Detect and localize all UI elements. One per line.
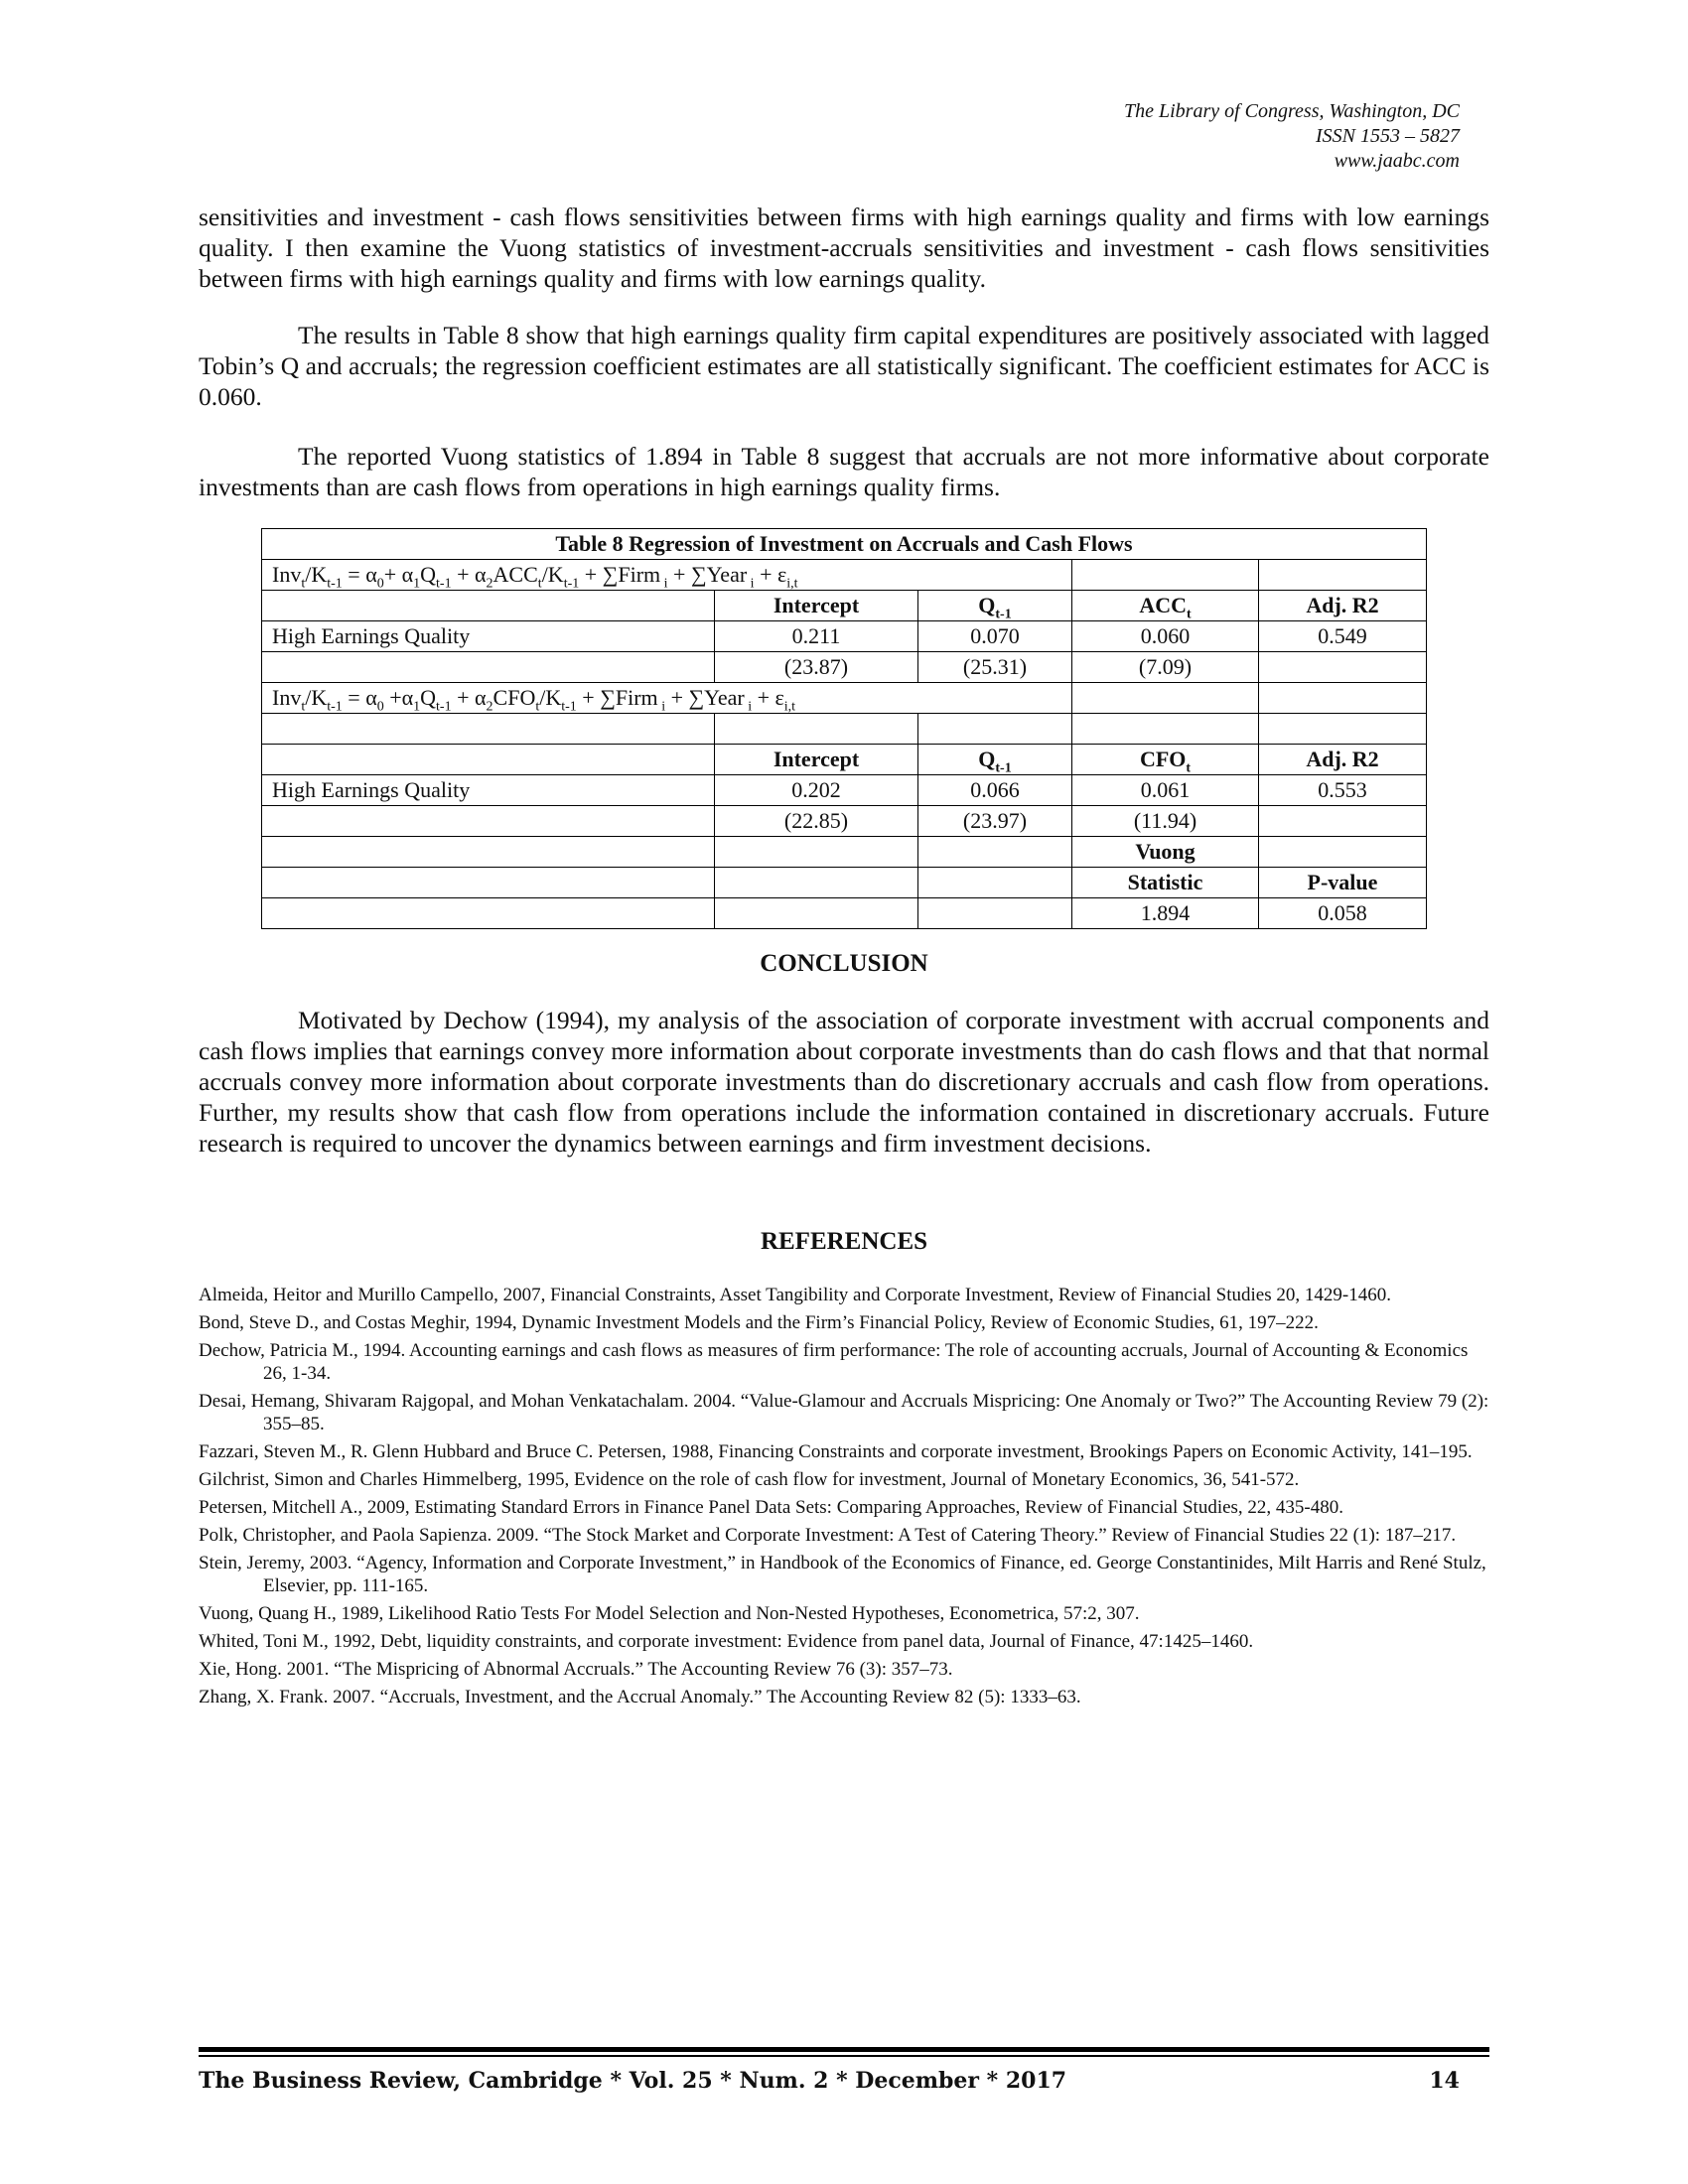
table-cell — [262, 745, 715, 775]
regression-table — [261, 528, 1427, 929]
adj-r2: 0.553 — [1259, 775, 1427, 806]
paragraph-text: The results in Table 8 show that high earnings quality firm capital expenditures are positively associated with lagged Tobin’s Q and accruals; the regression coefficient estimates are all statistically significant. The coefficient estimates for ACC is 0.060. — [199, 321, 1489, 411]
table-cell — [715, 868, 918, 898]
col-header-adj-r2: Adj. R2 — [1259, 745, 1427, 775]
footer — [199, 2068, 1489, 2094]
col-header-cfo-text: CFO — [1139, 747, 1187, 771]
table-row — [262, 714, 1427, 745]
coef-q: 0.066 — [918, 775, 1072, 806]
conclusion-heading: CONCLUSION — [760, 950, 928, 977]
reference-item: Zhang, X. Frank. 2007. “Accruals, Investment, and the Accrual Anomaly.” The Accounting Review 82 (5): 1333–63. — [199, 1687, 1081, 1707]
table-cell — [262, 837, 715, 868]
vuong-label-bottom: Statistic — [1072, 868, 1259, 898]
table-cell — [1072, 560, 1259, 591]
col-header-acc-text: ACC — [1139, 593, 1187, 617]
reference-item: Petersen, Mitchell A., 2009, Estimating Standard Errors in Finance Panel Data Sets: Comparing Approaches, Review of Financial Studies, 22, 435-480. — [199, 1497, 1343, 1518]
model1-equation: $Inv_t/K_{t-1} = \alpha_0+ \alpha_1Q_{t-1} + \alpha_2ACC_t/K_{t-1}$ + ∑Firm $_i$ + ∑Year $_i + \varepsilon_{i,t}$ — [262, 560, 1072, 591]
paragraph-1 — [199, 202, 1489, 294]
pvalue-label: P-value — [1259, 868, 1427, 898]
footer-rule-thick — [199, 2047, 1489, 2052]
coef-q: 0.070 — [918, 621, 1072, 652]
table-cell — [262, 591, 715, 621]
model2-equation: $Inv_t/K_{t-1} = \alpha_0 +\alpha_1Q_{t-1} + \alpha_2CFO_t/K_{t-1}$ + ∑Firm $_i$ + ∑Year $_i + \varepsilon_{i,t}$ — [262, 683, 1072, 714]
table-cell — [1259, 683, 1427, 714]
col-header-q-text: Q — [978, 747, 996, 771]
table-row — [262, 621, 1427, 652]
table-cell — [1259, 806, 1427, 837]
table-cell — [1259, 837, 1427, 868]
footer-journal: The Business Review, Cambridge * Vol. 25 * Num. 2 * December * 2017 — [199, 2068, 1067, 2094]
reference-item: Dechow, Patricia M., 1994. Accounting earnings and cash flows as measures of firm performance: The role of accounting accruals, Journal of Accounting & Economics 26, 1-34. — [199, 1340, 1469, 1384]
table-cell — [262, 868, 715, 898]
page-number: 14 — [1429, 2068, 1460, 2094]
references-heading: REFERENCES — [760, 1228, 928, 1255]
col-header-acc: $ACC_t$ — [1072, 591, 1259, 621]
table-row — [262, 560, 1427, 591]
header-line-1: The Library of Congress, Washington, DC — [1123, 100, 1460, 122]
table-title: Table 8 Regression of Investment on Accruals and Cash Flows — [262, 529, 1427, 560]
table-cell — [715, 714, 918, 745]
running-header — [1124, 99, 1460, 174]
vuong-value: 1.894 — [1072, 898, 1259, 929]
col-header-intercept: Intercept — [715, 591, 918, 621]
coef-acc: 0.060 — [1072, 621, 1259, 652]
coef-cfo: 0.061 — [1072, 775, 1259, 806]
table-row — [262, 683, 1427, 714]
col-header-q: $Q_{t-1}$ — [918, 745, 1072, 775]
table-cell — [1259, 560, 1427, 591]
paragraph-text: The reported Vuong statistics of 1.894 in Table 8 suggest that accruals are not more informative about corporate investments than are cash flows from operations in high earnings quality firms. — [199, 442, 1489, 501]
col-header-adj-r2: Adj. R2 — [1259, 591, 1427, 621]
footer-rule-thin — [199, 2055, 1489, 2057]
header-line-2: ISSN 1553 – 5827 — [1316, 125, 1460, 147]
table-row — [262, 868, 1427, 898]
reference-item: Fazzari, Steven M., R. Glenn Hubbard and Bruce C. Petersen, 1988, Financing Constraints and corporate investment, Brookings Papers on Economic Activity, 141–195. — [199, 1441, 1473, 1462]
tstat-q: (23.97) — [918, 806, 1072, 837]
vuong-label-top: Vuong — [1072, 837, 1259, 868]
table-cell — [1259, 714, 1427, 745]
table-cell — [262, 806, 715, 837]
reference-item: Polk, Christopher, and Paola Sapienza. 2009. “The Stock Market and Corporate Investment: A Test of Catering Theory.” Review of Financial Studies 22 (1): 187–217. — [199, 1525, 1457, 1546]
paragraph-text: Motivated by Dechow (1994), my analysis of the association of corporate investment with accrual components and cash flows implies that earnings convey more information about corporate investments than do cash flows and that that normal accruals convey more information about corporate investments than do discretionary accruals and cash flow from operations. Further, my results show that cash flow from operations include the information contained in discretionary accruals. Future research is required to uncover the dynamics between earnings and firm investment decisions. — [199, 1006, 1489, 1158]
table-cell — [262, 652, 715, 683]
tstat-q: (25.31) — [918, 652, 1072, 683]
col-header-q: $Q_{t-1}$ — [918, 591, 1072, 621]
paragraph-3 — [199, 441, 1489, 502]
table-cell — [715, 837, 918, 868]
col-header-cfo: $CFO_t$ — [1072, 745, 1259, 775]
table-row — [262, 652, 1427, 683]
row-label: High Earnings Quality — [262, 775, 715, 806]
reference-list — [199, 1284, 1489, 1713]
reference-item: Bond, Steve D., and Costas Meghir, 1994, Dynamic Investment Models and the Firm’s Financial Policy, Review of Economic Studies, 61, 197–222. — [199, 1312, 1319, 1333]
table-row — [262, 898, 1427, 929]
table-cell — [1259, 652, 1427, 683]
table-row — [262, 591, 1427, 621]
reference-item: Whited, Toni M., 1992, Debt, liquidity constraints, and corporate investment: Evidence from panel data, Journal of Finance, 47:1425–1460. — [199, 1631, 1254, 1652]
table-cell — [918, 837, 1072, 868]
reference-item: Gilchrist, Simon and Charles Himmelberg, 1995, Evidence on the role of cash flow for investment, Journal of Monetary Economics, 36, 541-572. — [199, 1469, 1300, 1490]
coef-intercept: 0.211 — [715, 621, 918, 652]
tstat-cfo: (11.94) — [1072, 806, 1259, 837]
table-row — [262, 837, 1427, 868]
header-line-3: www.jaabc.com — [1334, 150, 1460, 172]
table-row — [262, 745, 1427, 775]
table-cell — [1072, 714, 1259, 745]
col-header-intercept: Intercept — [715, 745, 918, 775]
adj-r2: 0.549 — [1259, 621, 1427, 652]
paragraph-2 — [199, 320, 1489, 412]
paragraph-4 — [199, 1005, 1489, 1159]
reference-item: Vuong, Quang H., 1989, Likelihood Ratio Tests For Model Selection and Non-Nested Hypotheses, Econometrica, 57:2, 307. — [199, 1603, 1140, 1624]
tstat-intercept: (22.85) — [715, 806, 918, 837]
col-header-q-text: Q — [978, 593, 996, 617]
row-label: High Earnings Quality — [262, 621, 715, 652]
reference-item: Xie, Hong. 2001. “The Mispricing of Abnormal Accruals.” The Accounting Review 76 (3): 357–73. — [199, 1659, 953, 1680]
table-row — [262, 775, 1427, 806]
table-cell — [918, 868, 1072, 898]
reference-item: Desai, Hemang, Shivaram Rajgopal, and Mohan Venkatachalam. 2004. “Value-Glamour and Accruals Mispricing: One Anomaly or Two?” The Accounting Review 79 (2): 355–85. — [199, 1391, 1489, 1434]
tstat-acc: (7.09) — [1072, 652, 1259, 683]
table-cell — [262, 898, 715, 929]
table-cell — [918, 714, 1072, 745]
table-cell — [1072, 683, 1259, 714]
table-row — [262, 806, 1427, 837]
reference-item: Almeida, Heitor and Murillo Campello, 2007, Financial Constraints, Asset Tangibility and Corporate Investment, Review of Financial Studies 20, 1429-1460. — [199, 1285, 1391, 1305]
tstat-intercept: (23.87) — [715, 652, 918, 683]
paragraph-text: sensitivities and investment - cash flows sensitivities between firms with high earnings quality and firms with low earnings quality. I then examine the Vuong statistics of investment-accruals sensitivities and investment - cash flows sensitivities between firms with high earnings quality and firms with low earnings quality. — [199, 203, 1489, 293]
pvalue-value: 0.058 — [1259, 898, 1427, 929]
table-cell — [918, 898, 1072, 929]
reference-item: Stein, Jeremy, 2003. “Agency, Information and Corporate Investment,” in Handbook of the Economics of Finance, ed. George Constantinides, Milt Harris and René Stulz, Elsevier, pp. 111-165. — [199, 1553, 1486, 1596]
table-cell — [715, 898, 918, 929]
coef-intercept: 0.202 — [715, 775, 918, 806]
table-cell — [262, 714, 715, 745]
